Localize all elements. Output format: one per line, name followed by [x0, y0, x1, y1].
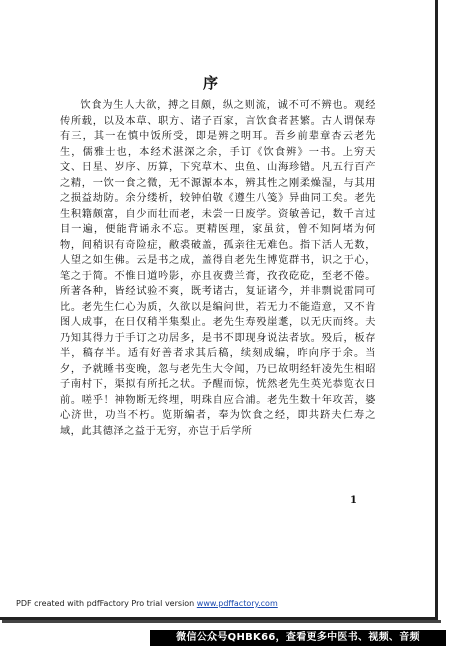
- wechat-banner: 微信公众号QHBK66，查看更多中医书、视频、音频: [150, 630, 446, 646]
- pdf-creator-note: [16, 599, 278, 608]
- page-number: 1: [350, 495, 357, 506]
- preface-body: [60, 98, 376, 439]
- page-title: 序: [202, 74, 220, 92]
- preface-text: 饮食为生人大欲，搏之目颇，纵之则流，诚不可不辨也。观经传所载，以及本草、职方、诸子百家，言饮食者甚繁。古人谓保寿有三，其一在慎中饭所受，即是辨之明耳。吾乡前辈章杏云老先生，儒雅士也，本经术湛深之余，手订《饮食辨》一书。上穷天文、日星、岁序、历算，下究草木、虫鱼、山海珍错。凡五行百产之精，一饮一食之微，无不源源本本，辨其性之刚柔燥湿，与其用之损益劫防。余分缕析，较钟伯敬《遵生八笺》异曲同工矣。老先生积籍颇富，自少而壮而老，未尝一日废学。资敏善记，数千言过目一遍，便能背诵永不忘。更精医理，家虽贫，曾不知阿堵为何物，间稍识有奇险症，敝裘破盖，孤亲往无难色。指下活人无数，人望之如生佛。云是书之成，盖得自老先生博览群书，识之于心，笔之于简。不惟日道吟影，亦且夜费兰膏，孜孜矻矻，至老不倦。所著各种，皆经试验不爽，既考诸古，复证诸今，并非剽说雷同可比。老先生仁心为质，久欲以是编问世，若无力不能造意，又不肯图人成事，在日仅稍半集梨止。老先生寿殁崖耄，以无庆而终。夫乃知其得力于手订之功居多，是书不即现身说法者欤。殁后，板存半，稿存半。适有好善者求其后稿，续刻成编，昨向序于余。当夕，予就睡书变晚，忽与老先生大令闻，乃已故明经轩凌先生相昭子南村下，渠拟有所托之状。予醒而惊，恍然老先生英光恭览衣日前。嗟乎！神物断无终埋，明珠自应合浦。老先生数十年攻苦，婆心济世，功当不朽。览斯编者，奉为饮食之经，即共跻夫仁寿之域，此其德泽之益于无穷，亦岂于后学所: [60, 100, 376, 437]
- pdffactory-link[interactable]: www.pdffactory.com: [196, 599, 278, 608]
- pdf-creator-text: PDF created with pdfFactory Pro trial version: [16, 599, 197, 608]
